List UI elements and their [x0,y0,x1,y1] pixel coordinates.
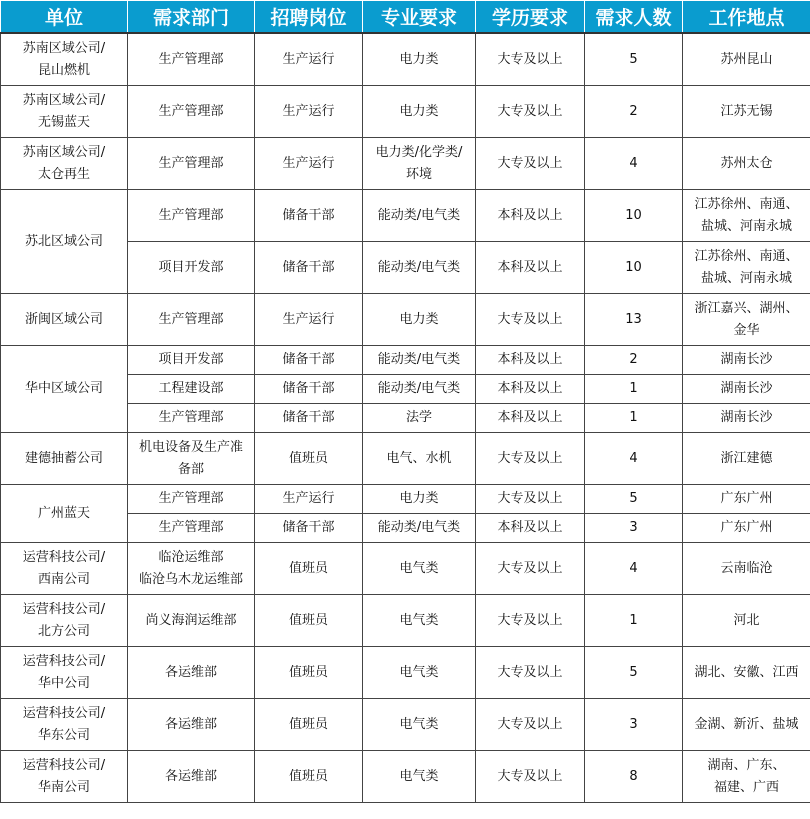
cell-education: 大专及以上 [476,543,585,595]
table-row [1,485,810,514]
cell-count: 4 [585,543,683,595]
cell-department: 各运维部 [128,699,255,751]
cell-unit: 运营科技公司/ 华中公司 [1,647,128,699]
cell-location: 广东广州 [683,485,810,514]
cell-count: 1 [585,375,683,404]
cell-major: 电气类 [363,699,476,751]
cell-location: 江苏徐州、南通、 盐城、河南永城 [683,190,810,242]
cell-count: 1 [585,595,683,647]
cell-education: 大专及以上 [476,595,585,647]
cell-count: 5 [585,33,683,86]
cell-position: 储备干部 [255,346,363,375]
cell-major: 电力类 [363,33,476,86]
cell-department: 生产管理部 [128,514,255,543]
cell-unit: 浙闽区域公司 [1,294,128,346]
cell-department: 尚义海润运维部 [128,595,255,647]
cell-department: 生产管理部 [128,294,255,346]
cell-major: 能动类/电气类 [363,514,476,543]
cell-major: 电力类 [363,294,476,346]
cell-position: 值班员 [255,433,363,485]
cell-count: 3 [585,699,683,751]
cell-major: 法学 [363,404,476,433]
cell-count: 10 [585,190,683,242]
cell-count: 8 [585,751,683,803]
cell-education: 大专及以上 [476,751,585,803]
cell-department: 生产管理部 [128,485,255,514]
cell-count: 5 [585,647,683,699]
header-location: 工作地点 [683,1,810,34]
cell-major: 电气、水机 [363,433,476,485]
cell-location: 苏州昆山 [683,33,810,86]
cell-education: 本科及以上 [476,346,585,375]
cell-position: 生产运行 [255,33,363,86]
table-row [1,543,810,595]
cell-location: 湖南长沙 [683,346,810,375]
cell-location: 苏州太仓 [683,138,810,190]
cell-major: 能动类/电气类 [363,242,476,294]
cell-major: 电气类 [363,751,476,803]
cell-major: 电力类 [363,485,476,514]
cell-position: 储备干部 [255,514,363,543]
cell-major: 电力类/化学类/ 环境 [363,138,476,190]
cell-count: 4 [585,433,683,485]
header-count: 需求人数 [585,1,683,34]
cell-count: 2 [585,346,683,375]
cell-major: 电气类 [363,647,476,699]
cell-location: 浙江建德 [683,433,810,485]
cell-position: 储备干部 [255,242,363,294]
cell-education: 本科及以上 [476,514,585,543]
cell-education: 大专及以上 [476,86,585,138]
cell-department: 项目开发部 [128,346,255,375]
cell-education: 大专及以上 [476,294,585,346]
cell-position: 值班员 [255,699,363,751]
cell-education: 大专及以上 [476,647,585,699]
table-row [1,346,810,375]
cell-location: 湖南长沙 [683,404,810,433]
cell-location: 湖南长沙 [683,375,810,404]
cell-major: 电气类 [363,595,476,647]
table-row [1,190,810,242]
cell-location: 云南临沧 [683,543,810,595]
cell-location: 广东广州 [683,514,810,543]
cell-education: 大专及以上 [476,699,585,751]
cell-department: 机电设备及生产准 备部 [128,433,255,485]
header-education: 学历要求 [476,1,585,34]
cell-position: 生产运行 [255,138,363,190]
cell-unit: 苏南区域公司/ 太仓再生 [1,138,128,190]
cell-education: 本科及以上 [476,375,585,404]
table-row [1,647,810,699]
cell-count: 3 [585,514,683,543]
cell-position: 储备干部 [255,375,363,404]
cell-unit: 运营科技公司/ 华东公司 [1,699,128,751]
cell-department: 工程建设部 [128,375,255,404]
cell-education: 大专及以上 [476,33,585,86]
cell-unit: 建德抽蓄公司 [1,433,128,485]
cell-unit: 运营科技公司/ 北方公司 [1,595,128,647]
cell-location: 河北 [683,595,810,647]
cell-location: 江苏无锡 [683,86,810,138]
cell-major: 能动类/电气类 [363,190,476,242]
cell-position: 生产运行 [255,86,363,138]
cell-count: 4 [585,138,683,190]
cell-department: 生产管理部 [128,404,255,433]
cell-education: 本科及以上 [476,404,585,433]
cell-position: 生产运行 [255,485,363,514]
table-row [1,751,810,803]
cell-position: 生产运行 [255,294,363,346]
table-row [1,294,810,346]
cell-education: 大专及以上 [476,485,585,514]
cell-position: 储备干部 [255,190,363,242]
cell-count: 5 [585,485,683,514]
cell-count: 13 [585,294,683,346]
cell-count: 10 [585,242,683,294]
cell-location: 江苏徐州、南通、 盐城、河南永城 [683,242,810,294]
cell-position: 值班员 [255,543,363,595]
cell-department: 生产管理部 [128,138,255,190]
cell-unit: 华中区域公司 [1,346,128,433]
header-unit: 单位 [1,1,128,34]
cell-count: 2 [585,86,683,138]
cell-unit: 广州蓝天 [1,485,128,543]
cell-position: 值班员 [255,751,363,803]
cell-major: 能动类/电气类 [363,346,476,375]
cell-major: 电力类 [363,86,476,138]
cell-location: 浙江嘉兴、湖州、 金华 [683,294,810,346]
cell-unit: 运营科技公司/ 华南公司 [1,751,128,803]
cell-department: 生产管理部 [128,86,255,138]
cell-department: 生产管理部 [128,190,255,242]
cell-department: 项目开发部 [128,242,255,294]
table-body [1,33,810,803]
cell-location: 湖南、广东、 福建、广西 [683,751,810,803]
cell-position: 值班员 [255,647,363,699]
table-row [1,86,810,138]
cell-unit: 运营科技公司/ 西南公司 [1,543,128,595]
cell-department: 生产管理部 [128,33,255,86]
header-major: 专业要求 [363,1,476,34]
table-row [1,433,810,485]
cell-education: 大专及以上 [476,433,585,485]
cell-education: 本科及以上 [476,242,585,294]
cell-major: 能动类/电气类 [363,375,476,404]
header-position: 招聘岗位 [255,1,363,34]
cell-location: 金湖、新沂、盐城 [683,699,810,751]
header-row [1,1,810,34]
cell-education: 大专及以上 [476,138,585,190]
cell-position: 值班员 [255,595,363,647]
cell-count: 1 [585,404,683,433]
cell-department: 各运维部 [128,751,255,803]
table-row [1,595,810,647]
cell-unit: 苏南区域公司/ 无锡蓝天 [1,86,128,138]
cell-major: 电气类 [363,543,476,595]
table-row [1,699,810,751]
header-department: 需求部门 [128,1,255,34]
table-row [1,138,810,190]
cell-education: 本科及以上 [476,190,585,242]
cell-unit: 苏南区域公司/ 昆山燃机 [1,33,128,86]
cell-department: 各运维部 [128,647,255,699]
cell-position: 储备干部 [255,404,363,433]
cell-location: 湖北、安徽、江西 [683,647,810,699]
cell-unit: 苏北区域公司 [1,190,128,294]
table-row [1,33,810,86]
cell-department: 临沧运维部 临沧乌木龙运维部 [128,543,255,595]
